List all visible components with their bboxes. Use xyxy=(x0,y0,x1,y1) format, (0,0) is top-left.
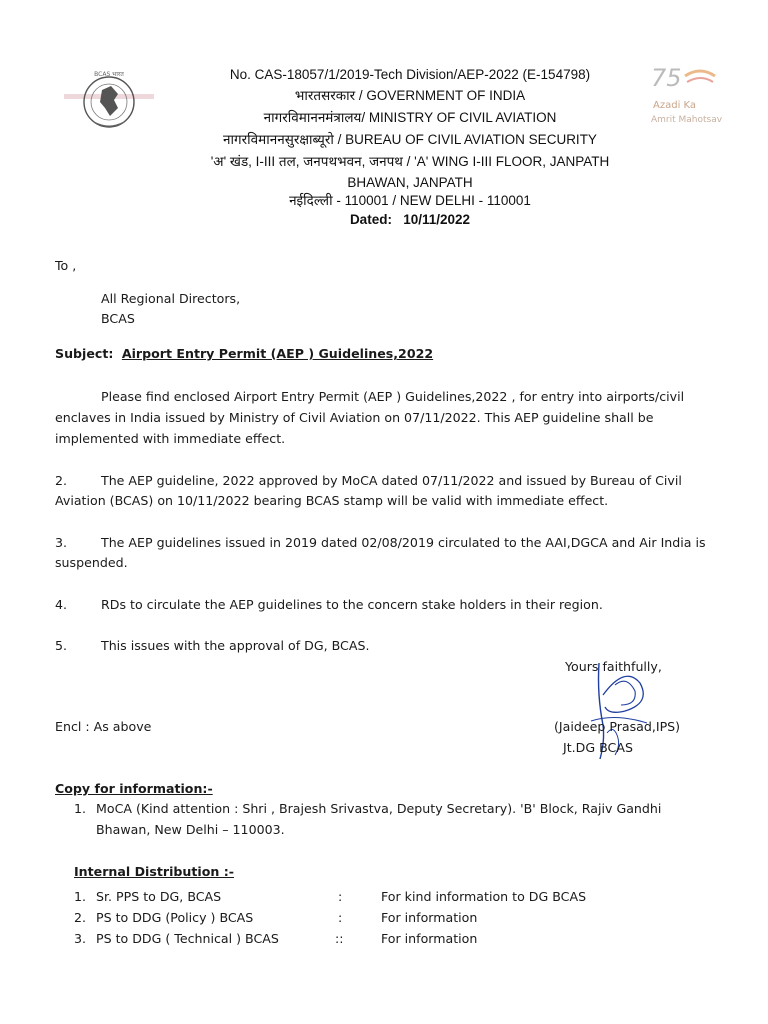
bcas-seal-logo xyxy=(64,64,154,144)
internal-heading: Internal Distribution :- xyxy=(74,864,234,879)
para3-line1: The AEP guidelines issued in 2019 dated 02/08/2019 circulated to the AAI,DGCA and Air India is xyxy=(101,535,706,550)
distribution-purpose: For information xyxy=(381,931,478,946)
para2-number: 2. xyxy=(55,473,68,488)
distribution-purpose: For kind information to DG BCAS xyxy=(381,889,587,904)
header-ministry: नागरविमाननमंत्रालय/ MINISTRY OF CIVIL AVIATION xyxy=(263,110,557,125)
copy-item1-number: 1. xyxy=(74,801,87,816)
subject-text: Airport Entry Permit (AEP ) Guidelines,2022 xyxy=(121,346,434,361)
closing-salutation: Yours faithfully, xyxy=(565,659,662,674)
copy-item1-line1: MoCA (Kind attention : Shri , Brajesh Srivastva, Deputy Secretary). 'B' Block, Rajiv Gandhi xyxy=(96,801,662,816)
para1-line1: Please find enclosed Airport Entry Permit (AEP ) Guidelines,2022 , for entry into airports/civil xyxy=(101,389,685,404)
para1-line3: implemented with immediate effect. xyxy=(55,431,286,446)
distribution-separator: : xyxy=(338,910,343,925)
para3-line2: suspended. xyxy=(55,555,128,570)
para2-line1: The AEP guideline, 2022 approved by MoCA dated 07/11/2022 and issued by Bureau of Civil xyxy=(101,473,682,488)
distribution-number: 2. xyxy=(74,910,87,925)
reference-number: No. CAS-18057/1/2019-Tech Division/AEP-2022 (E-154798) xyxy=(229,67,591,82)
subject-label: Subject: xyxy=(55,346,114,361)
enclosure-note: Encl : As above xyxy=(55,719,152,734)
para5-number: 5. xyxy=(55,638,68,653)
signatory-designation: Jt.DG BCAS xyxy=(563,740,633,755)
subject-line xyxy=(55,346,433,361)
para1-line2: enclaves in India issued by Ministry of Civil Aviation on 07/11/2022. This AEP guideline shall be xyxy=(55,410,654,425)
to-label: To , xyxy=(55,258,77,273)
para4-number: 4. xyxy=(55,597,68,612)
distribution-recipient: PS to DDG ( Technical ) BCAS xyxy=(96,931,279,946)
distribution-number: 3. xyxy=(74,931,87,946)
recipient-line2: BCAS xyxy=(101,311,135,326)
header-city: नईदिल्ली - 110001 / NEW DELHI - 110001 xyxy=(289,193,531,208)
para5-line1: This issues with the approval of DG, BCAS. xyxy=(101,638,370,653)
header-address-line2: BHAWAN, JANPATH xyxy=(347,175,473,190)
header-bureau: नागरविमाननसुरक्षाब्यूरो / BUREAU OF CIVIL AVIATION SECURITY xyxy=(223,132,597,147)
date-label: Dated: xyxy=(349,212,392,227)
para4-line1: RDs to circulate the AEP guidelines to the concern stake holders in their region. xyxy=(101,597,603,612)
signatory-name: (Jaideep Prasad,IPS) xyxy=(554,719,681,734)
azadi-text-1: Azadi Ka xyxy=(653,100,697,111)
azadi-ka-amrit-mahotsav-logo xyxy=(645,62,745,132)
distribution-separator: :: xyxy=(335,931,344,946)
header-date xyxy=(190,209,630,230)
distribution-number: 1. xyxy=(74,889,87,904)
azadi-number: 75 xyxy=(651,64,682,92)
recipient-line1: All Regional Directors, xyxy=(101,291,241,306)
header-government: भारतसरकार / GOVERNMENT OF INDIA xyxy=(294,88,526,103)
azadi-text-2: Amrit Mahotsav xyxy=(651,115,723,125)
copy-item1-line2: Bhawan, New Delhi – 110003. xyxy=(96,822,285,837)
date-value: 10/11/2022 xyxy=(403,212,471,227)
header-address-line1: 'अ' खंड, I-III तल, जनपथभवन, जनपथ / 'A' WING I-III FLOOR, JANPATH xyxy=(210,154,610,169)
distribution-purpose: For information xyxy=(381,910,478,925)
para2-line2: Aviation (BCAS) on 10/11/2022 bearing BCAS stamp will be valid with immediate effect. xyxy=(55,493,609,508)
distribution-recipient: Sr. PPS to DG, BCAS xyxy=(96,889,222,904)
seal-text: BCAS भारत xyxy=(94,71,124,78)
para3-number: 3. xyxy=(55,535,68,550)
distribution-separator: : xyxy=(338,889,343,904)
distribution-recipient: PS to DDG (Policy ) BCAS xyxy=(96,910,254,925)
copy-heading: Copy for information:- xyxy=(55,781,213,796)
